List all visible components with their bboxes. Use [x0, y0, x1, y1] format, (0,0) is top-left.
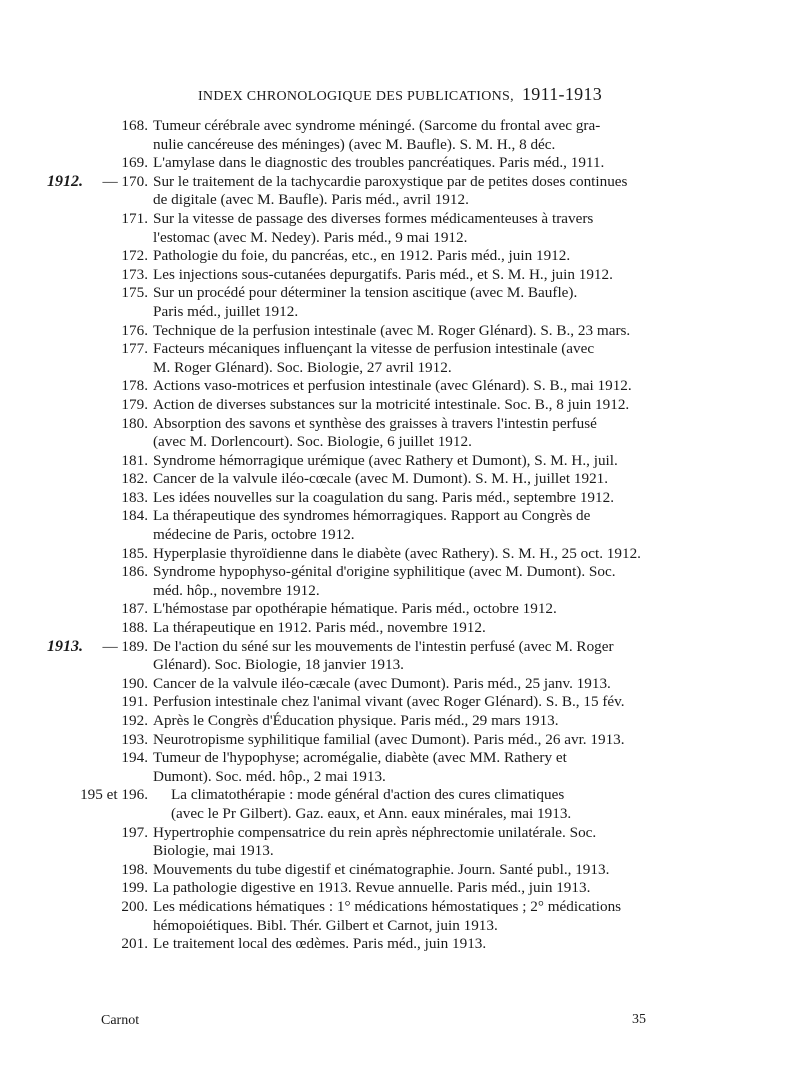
entry-text-line: Syndrome hypophyso-génital d'origine syphilitique (avec M. Dumont). Soc.	[153, 563, 616, 581]
entry-text-line: L'amylase dans le diagnostic des troubles pancréatiques. Paris méd., 1911.	[153, 154, 605, 172]
entry-text	[153, 693, 700, 712]
entry-text	[153, 824, 700, 861]
entry-text-line: Glénard). Soc. Biologie, 18 janvier 1913.	[153, 656, 404, 674]
entry-number: 184.	[121, 507, 148, 525]
entry-text-line: La thérapeutique des syndromes hémorragiques. Rapport au Congrès de	[153, 507, 591, 525]
publication-entry	[0, 675, 800, 694]
entry-number: 198.	[121, 860, 148, 878]
publication-entry	[0, 563, 800, 600]
entry-number: 193.	[121, 730, 148, 748]
publication-entry	[0, 545, 800, 564]
entry-text-line: De l'action du séné sur les mouvements de l'intestin perfusé (avec M. Roger	[153, 637, 614, 655]
publication-entry	[0, 935, 800, 954]
entry-text	[153, 619, 700, 638]
entry-text	[153, 415, 700, 452]
entry-text	[153, 284, 700, 321]
entry-number: 173.	[121, 265, 148, 283]
entry-text-line: Perfusion intestinale chez l'animal vivant (avec Roger Glénard). S. B., 15 fév.	[153, 693, 625, 711]
entry-number: 200.	[121, 897, 148, 915]
entry-text-line: La climatothérapie : mode général d'action des cures climatiques	[171, 786, 565, 804]
entry-number: 182.	[121, 470, 148, 488]
entry-text-line: La thérapeutique en 1912. Paris méd., novembre 1912.	[153, 619, 486, 637]
entry-text	[171, 786, 700, 823]
entry-text-line: Facteurs mécaniques influençant la vitesse de perfusion intestinale (avec	[153, 340, 595, 358]
entry-text-line: Absorption des savons et synthèse des graisses à travers l'intestin perfusé	[153, 414, 597, 432]
publication-entry	[0, 415, 800, 452]
entry-number: 179.	[121, 395, 148, 413]
publication-entry	[0, 210, 800, 247]
publication-entry	[0, 600, 800, 619]
entry-text	[153, 396, 700, 415]
entry-number: 201.	[121, 935, 148, 953]
entry-number: 176.	[121, 321, 148, 339]
entry-text-line: Mouvements du tube digestif et cinématographie. Journ. Santé publ., 1913.	[153, 860, 610, 878]
entry-text-line: Technique de la perfusion intestinale (avec M. Roger Glénard). S. B., 23 mars.	[153, 321, 631, 339]
publication-entry	[0, 749, 800, 786]
entry-text	[153, 340, 700, 377]
entry-text	[153, 879, 700, 898]
entry-text-line: Les idées nouvelles sur la coagulation du sang. Paris méd., septembre 1912.	[153, 488, 615, 506]
page-number: 35	[632, 1012, 646, 1027]
entry-number: 187.	[121, 600, 148, 618]
entry-number: 177.	[121, 340, 148, 358]
entry-text	[153, 675, 700, 694]
entry-number: 171.	[121, 209, 148, 227]
entry-text	[153, 935, 700, 954]
entry-text-line: hémopoiétiques. Bibl. Thér. Gilbert et Carnot, juin 1913.	[153, 916, 498, 934]
entry-text-line: Sur la vitesse de passage des diverses formes médicamenteuses à travers	[153, 209, 594, 227]
publication-entry	[0, 452, 800, 471]
publication-entry	[0, 489, 800, 508]
entry-text-line: Cancer de la valvule iléo-cæcale (avec Dumont). Paris méd., 25 janv. 1913.	[153, 674, 611, 692]
entry-number: 185.	[121, 544, 148, 562]
publication-entry	[0, 284, 800, 321]
entry-text	[153, 377, 700, 396]
publication-entry	[0, 266, 800, 285]
entry-text-line: Hyperplasie thyroïdienne dans le diabète (avec Rathery). S. M. H., 25 oct. 1912.	[153, 544, 641, 562]
entry-text	[153, 749, 700, 786]
entry-text-line: Sur le traitement de la tachycardie paroxystique par de petites doses continues	[153, 172, 628, 190]
entry-number: — 170.	[102, 172, 148, 190]
entry-text-line: nulie cancéreuse des méninges) (avec M. Baufle). S. M. H., 8 déc.	[153, 135, 556, 153]
year-marker: 1912.	[47, 172, 83, 190]
entry-text-line: Actions vaso-motrices et perfusion intestinale (avec Glénard). S. B., mai 1912.	[153, 377, 632, 395]
entry-text-line: Les médications hématiques : 1° médications hémostatiques ; 2° médications	[153, 897, 622, 915]
publication-list	[0, 117, 800, 954]
publication-entry	[0, 824, 800, 861]
publication-entry	[0, 638, 800, 675]
publication-entry	[0, 507, 800, 544]
entry-text-line: Pathologie du foie, du pancréas, etc., en 1912. Paris méd., juin 1912.	[153, 247, 571, 265]
entry-number: 199.	[121, 879, 148, 897]
entry-text-line: M. Roger Glénard). Soc. Biologie, 27 avril 1912.	[153, 358, 452, 376]
entry-text	[153, 898, 700, 935]
publication-entry	[0, 619, 800, 638]
entry-text	[153, 563, 700, 600]
entry-number: — 189.	[102, 637, 148, 655]
entry-text	[153, 452, 700, 471]
entry-text	[153, 545, 700, 564]
entry-text-line: Paris méd., juillet 1912.	[153, 302, 299, 320]
publication-entry	[0, 322, 800, 341]
publication-entry	[0, 247, 800, 266]
entry-number: 172.	[121, 247, 148, 265]
entry-text-line: de digitale (avec M. Baufle). Paris méd., avril 1912.	[153, 191, 469, 209]
entry-text	[153, 600, 700, 619]
publication-entry	[0, 117, 800, 154]
entry-text	[153, 210, 700, 247]
entry-text-line: Tumeur de l'hypophyse; acromégalie, diabète (avec MM. Rathery et	[153, 749, 567, 767]
entry-text	[153, 861, 700, 880]
entry-text-line: Après le Congrès d'Éducation physique. Paris méd., 29 mars 1913.	[153, 712, 559, 729]
publication-entry	[0, 396, 800, 415]
entry-text-line: méd. hôp., novembre 1912.	[153, 581, 320, 599]
entry-text-line: Sur un procédé pour déterminer la tension ascitique (avec M. Baufle).	[153, 284, 578, 302]
entry-number: 190.	[121, 674, 148, 692]
footer-author: Carnot	[101, 1013, 140, 1028]
publication-entry	[0, 786, 800, 823]
entry-number: 183.	[121, 488, 148, 506]
entry-text-line: Dumont). Soc. méd. hôp., 2 mai 1913.	[153, 767, 386, 785]
entry-text	[153, 731, 700, 750]
entry-text-line: Biologie, mai 1913.	[153, 842, 274, 860]
entry-text-line: (avec le Pr Gilbert). Gaz. eaux, et Ann. eaux minérales, mai 1913.	[171, 804, 572, 822]
publication-entry	[0, 173, 800, 210]
entry-text-line: Cancer de la valvule iléo-cœcale (avec M. Dumont). S. M. H., juillet 1921.	[153, 470, 609, 488]
entry-number: 197.	[121, 823, 148, 841]
entry-number: 192.	[121, 712, 148, 729]
entry-number: 168.	[121, 117, 148, 134]
entry-text-line: Tumeur cérébrale avec syndrome méningé. (Sarcome du frontal avec gra-	[153, 117, 601, 134]
entry-number: 195 et 196.	[80, 786, 148, 804]
publication-entry	[0, 470, 800, 489]
entry-text	[153, 266, 700, 285]
entry-text	[153, 638, 700, 675]
entry-text	[153, 154, 700, 173]
publication-entry	[0, 154, 800, 173]
entry-text	[153, 247, 700, 266]
entry-text-line: Hypertrophie compensatrice du rein après néphrectomie unilatérale. Soc.	[153, 823, 597, 841]
entry-number: 180.	[121, 414, 148, 432]
entry-text	[153, 117, 700, 154]
entry-number: 175.	[121, 284, 148, 302]
publication-entry	[0, 898, 800, 935]
entry-number: 169.	[121, 154, 148, 172]
entry-number: 186.	[121, 563, 148, 581]
entry-text-line: Syndrome hémorragique urémique (avec Rathery et Dumont), S. M. H., juil.	[153, 451, 618, 469]
publication-entry	[0, 861, 800, 880]
publication-entry	[0, 712, 800, 731]
entry-text	[153, 507, 700, 544]
entry-text	[153, 470, 700, 489]
entry-number: 178.	[121, 377, 148, 395]
entry-number: 191.	[121, 693, 148, 711]
entry-number: 181.	[121, 451, 148, 469]
entry-text	[153, 489, 700, 508]
entry-text-line: L'hémostase par opothérapie hématique. Paris méd., octobre 1912.	[153, 600, 557, 618]
entry-text-line: Neurotropisme syphilitique familial (avec Dumont). Paris méd., 26 avr. 1913.	[153, 730, 625, 748]
publication-entry	[0, 693, 800, 712]
running-header	[0, 84, 800, 105]
publication-entry	[0, 879, 800, 898]
publication-entry	[0, 377, 800, 396]
entry-text-line: Action de diverses substances sur la motricité intestinale. Soc. B., 8 juin 1912.	[153, 395, 630, 413]
entry-text	[153, 712, 700, 731]
publication-entry	[0, 731, 800, 750]
entry-text-line: l'estomac (avec M. Nedey). Paris méd., 9 mai 1912.	[153, 228, 468, 246]
entry-text-line: Le traitement local des œdèmes. Paris méd., juin 1913.	[153, 935, 487, 953]
publication-entry	[0, 340, 800, 377]
running-title-years: 1911-1913	[522, 84, 603, 104]
entry-text	[153, 322, 700, 341]
entry-text-line: La pathologie digestive en 1913. Revue annuelle. Paris méd., juin 1913.	[153, 879, 591, 897]
year-marker: 1913.	[47, 637, 83, 655]
entry-text-line: Les injections sous-cutanées depurgatifs. Paris méd., et S. M. H., juin 1912.	[153, 265, 613, 283]
entry-number: 188.	[121, 619, 148, 637]
entry-text-line: médecine de Paris, octobre 1912.	[153, 526, 355, 544]
entry-number: 194.	[121, 749, 148, 767]
entry-text-line: (avec M. Dorlencourt). Soc. Biologie, 6 juillet 1912.	[153, 433, 472, 451]
entry-text	[153, 173, 700, 210]
running-title: INDEX CHRONOLOGIQUE DES PUBLICATIONS,	[197, 89, 514, 104]
